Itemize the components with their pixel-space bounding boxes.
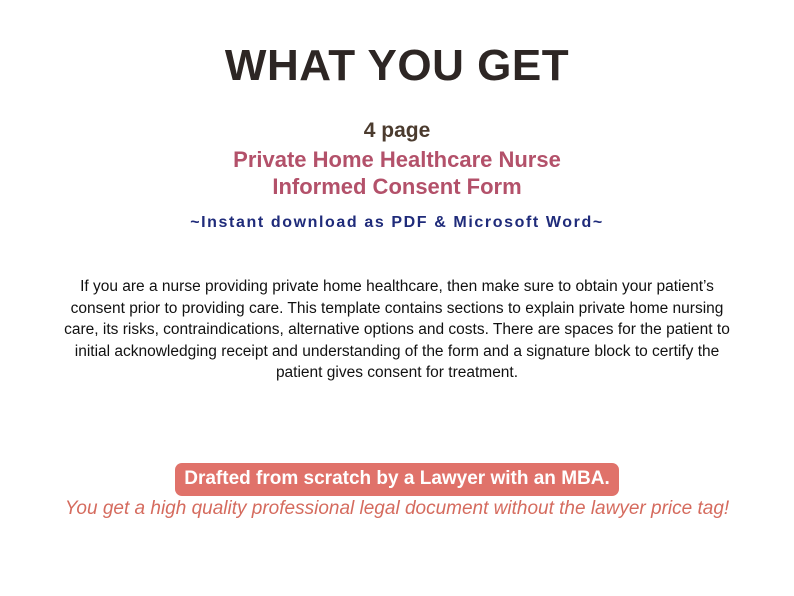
download-format-note: ~Instant download as PDF & Microsoft Word~	[190, 214, 604, 231]
page-count-label: 4 page	[363, 119, 431, 142]
page-title: WHAT YOU GET	[224, 41, 570, 90]
product-title-line-2: Informed Consent Form	[272, 174, 522, 199]
product-title	[0, 146, 794, 200]
lawyer-badge-container	[0, 463, 794, 496]
lawyer-badge: Drafted from scratch by a Lawyer with an MBA.	[175, 463, 619, 496]
product-description: If you are a nurse providing private home healthcare, then make sure to obtain your patient’s consent prior to providing care. This template contains sections to explain private home nursing care, its risks, contraindications, alternative options and costs. There are spaces for the patient to initial acknowledging receipt and understanding of the form and a signature block to certify the patient gives consent for treatment.	[64, 278, 730, 381]
value-tagline: You get a high quality professional legal document without the lawyer price tag!	[64, 498, 730, 519]
product-title-line-1: Private Home Healthcare Nurse	[233, 147, 561, 172]
